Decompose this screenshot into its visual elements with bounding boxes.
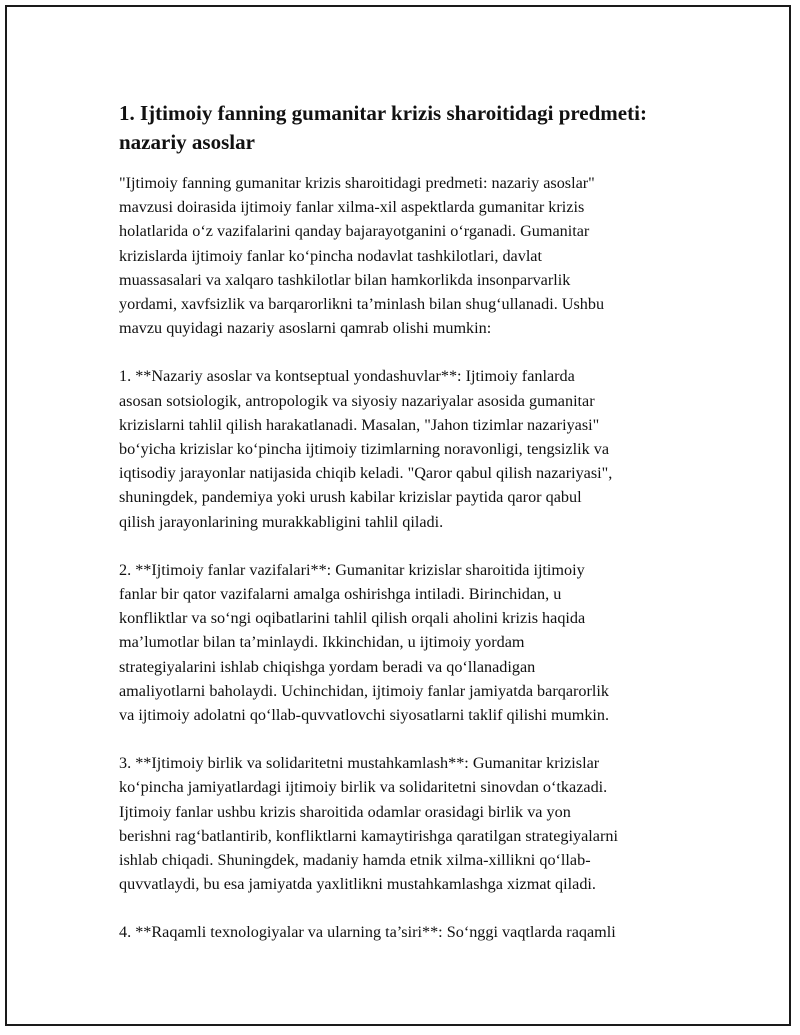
text-line: ko‘pincha jamiyatlardagi ijtimoiy birlik va solidaritetni sinovdan o‘tkazadi. [119, 778, 608, 797]
text-line: 3. **Ijtimoiy birlik va solidaritetni mustahkamlash**: Gumanitar krizislar [119, 754, 600, 773]
text-line: fanlar bir qator vazifalarni amalga oshirishga intiladi. Birinchidan, u [119, 585, 562, 604]
text-line: berishni rag‘batlantirib, konfliktlarni kamaytirishga qaratilgan strategiyalarni [119, 826, 618, 845]
text-line: shuningdek, pandemiya yoki urush kabilar krizislar paytida qaror qabul [119, 488, 582, 507]
text-line: amaliyotlarni baholaydi. Uchinchidan, ijtimoiy fanlar jamiyatda barqarorlik [119, 681, 609, 700]
document-title [119, 99, 699, 157]
title-line: 1. Ijtimoiy fanning gumanitar krizis sharoitidagi predmeti: [119, 101, 647, 125]
text-line: mavzusi doirasida ijtimoiy fanlar xilma-xil aspektlarda gumanitar krizis [119, 198, 585, 217]
section-4-paragraph [119, 920, 699, 944]
document-page [5, 5, 791, 1026]
text-line: Ijtimoiy fanlar ushbu krizis sharoitida odamlar orasidagi birlik va yon [119, 802, 571, 821]
text-line: ma’lumotlar bilan ta’minlaydi. Ikkinchidan, u ijtimoiy yordam [119, 633, 525, 652]
text-line: bo‘yicha krizislar ko‘pincha ijtimoiy tizimlarning noravonligi, tengsizlik va [119, 440, 610, 459]
text-line: strategiyalarini ishlab chiqishga yordam beradi va qo‘llanadigan [119, 657, 536, 676]
text-line: konfliktlar va so‘ngi oqibatlarini tahlil qilish orqali aholini krizis haqida [119, 609, 586, 628]
text-line: 4. **Raqamli texnologiyalar va ularning ta’siri**: So‘nggi vaqtlarda raqamli [119, 923, 616, 942]
text-line: muassasalari va xalqaro tashkilotlar bilan hamkorlikda insonparvarlik [119, 270, 571, 289]
text-line: mavzu quyidagi nazariy asoslarni qamrab olishi mumkin: [119, 319, 492, 338]
text-line: "Ijtimoiy fanning gumanitar krizis sharoitidagi predmeti: nazariy asoslar" [119, 174, 595, 192]
text-line: ishlab chiqadi. Shuningdek, madaniy hamda etnik xilma-xillikni qo‘llab- [119, 851, 591, 870]
section-1-paragraph [119, 364, 699, 533]
text-line: 2. **Ijtimoiy fanlar vazifalari**: Gumanitar krizislar sharoitida ijtimoiy [119, 560, 585, 579]
section-2-paragraph [119, 558, 699, 727]
text-line: iqtisodiy jarayonlar natijasida chiqib keladi. "Qaror qabul qilish nazariyasi", [119, 464, 613, 483]
text-line: krizislarni tahlil qilish harakatlanadi. Masalan, "Jahon tizimlar nazariyasi" [119, 415, 600, 434]
text-line: quvvatlaydi, bu esa jamiyatda yaxlitlikni mustahkamlashga xizmat qiladi. [119, 875, 596, 894]
text-line: asosan sotsiologik, antropologik va siyosiy nazariyalar asosida gumanitar [119, 391, 595, 410]
text-line: holatlarida o‘z vazifalarini qanday bajarayotganini o‘rganadi. Gumanitar [119, 222, 590, 241]
document-body [119, 99, 699, 969]
section-3-paragraph [119, 751, 699, 896]
text-line: krizislarda ijtimoiy fanlar ko‘pincha nodavlat tashkilotlari, davlat [119, 246, 542, 265]
intro-paragraph [119, 171, 699, 340]
text-line: yordami, xavfsizlik va barqarorlikni ta’minlash bilan shug‘ullanadi. Ushbu [119, 295, 605, 314]
text-line: 1. **Nazariy asoslar va kontseptual yondashuvlar**: Ijtimoiy fanlarda [119, 367, 575, 386]
title-line: nazariy asoslar [119, 130, 255, 154]
text-line: va ijtimoiy adolatni qo‘llab-quvvatlovchi siyosatlarni taklif qilishi mumkin. [119, 706, 610, 725]
text-line: qilish jarayonlarining murakkabligini tahlil qiladi. [119, 512, 444, 531]
